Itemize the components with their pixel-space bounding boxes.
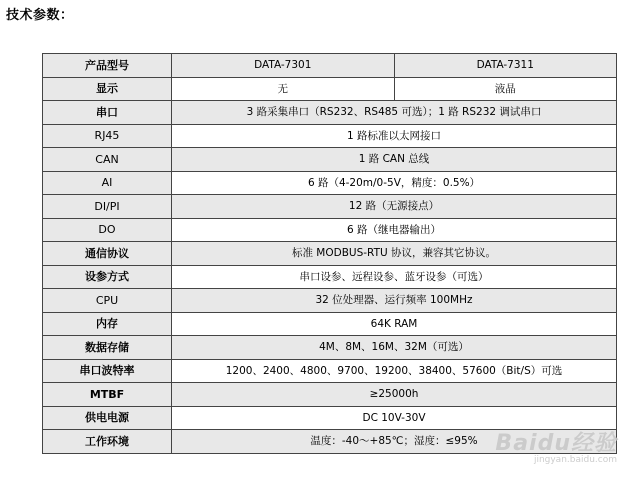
row-value: 1 路 CAN 总线 (172, 148, 617, 172)
model-b-cell: DATA-7311 (394, 54, 617, 78)
row-label: CAN (43, 148, 172, 172)
table-row (43, 101, 617, 125)
row-label: 数据存储 (43, 336, 172, 360)
table-row (43, 242, 617, 266)
table-row (43, 124, 617, 148)
page-title: 技术参数： (6, 8, 74, 23)
watermark-url: jingyan.baidu.com (533, 455, 617, 465)
table-row (43, 289, 617, 313)
table-row (43, 195, 617, 219)
row-label: 工作环境 (43, 430, 172, 454)
row-value: 1200、2400、4800、9700、19200、38400、57600（Bit/S）可选 (172, 359, 617, 383)
row-label: DI/PI (43, 195, 172, 219)
row-label: AI (43, 171, 172, 195)
row-value: 标准 MODBUS-RTU 协议，兼容其它协议。 (172, 242, 617, 266)
row-value: DC 10V-30V (172, 406, 617, 430)
display-b-cell: 液晶 (394, 77, 617, 101)
table-row-header (43, 54, 617, 78)
row-value: ≥25000h (172, 383, 617, 407)
row-label: 串口波特率 (43, 359, 172, 383)
row-label: 串口 (43, 101, 172, 125)
row-value: 32 位处理器、运行频率 100MHz (172, 289, 617, 313)
table-row (43, 336, 617, 360)
row-label: 供电电源 (43, 406, 172, 430)
row-label: 显示 (43, 77, 172, 101)
display-a-cell: 无 (172, 77, 395, 101)
row-label: 设参方式 (43, 265, 172, 289)
baidu-watermark (495, 426, 617, 465)
row-value: 串口设参、远程设参、蓝牙设参（可选） (172, 265, 617, 289)
table-row (43, 359, 617, 383)
table-row (43, 312, 617, 336)
row-label: 通信协议 (43, 242, 172, 266)
watermark-brand: Baidu经验 (495, 431, 617, 456)
table-row (43, 148, 617, 172)
table-row (43, 265, 617, 289)
row-value: 1 路标准以太网接口 (172, 124, 617, 148)
row-label: CPU (43, 289, 172, 313)
row-label: 内存 (43, 312, 172, 336)
table-row (43, 218, 617, 242)
row-value: 温度：-40～+85℃；湿度：≤95% (172, 430, 617, 454)
row-label: RJ45 (43, 124, 172, 148)
row-value: 4M、8M、16M、32M（可选） (172, 336, 617, 360)
row-label: DO (43, 218, 172, 242)
table-row (43, 383, 617, 407)
row-value: 64K RAM (172, 312, 617, 336)
row-label: 产品型号 (43, 54, 172, 78)
row-value: 3 路采集串口（RS232、RS485 可选）；1 路 RS232 调试串口 (172, 101, 617, 125)
row-value: 12 路（无源接点） (172, 195, 617, 219)
table-row-display (43, 77, 617, 101)
spec-table (42, 53, 617, 454)
model-a-cell: DATA-7301 (172, 54, 395, 78)
row-label: MTBF (43, 383, 172, 407)
table-row (43, 171, 617, 195)
row-value: 6 路（继电器输出） (172, 218, 617, 242)
row-value: 6 路（4-20m/0-5V，精度：0.5%） (172, 171, 617, 195)
